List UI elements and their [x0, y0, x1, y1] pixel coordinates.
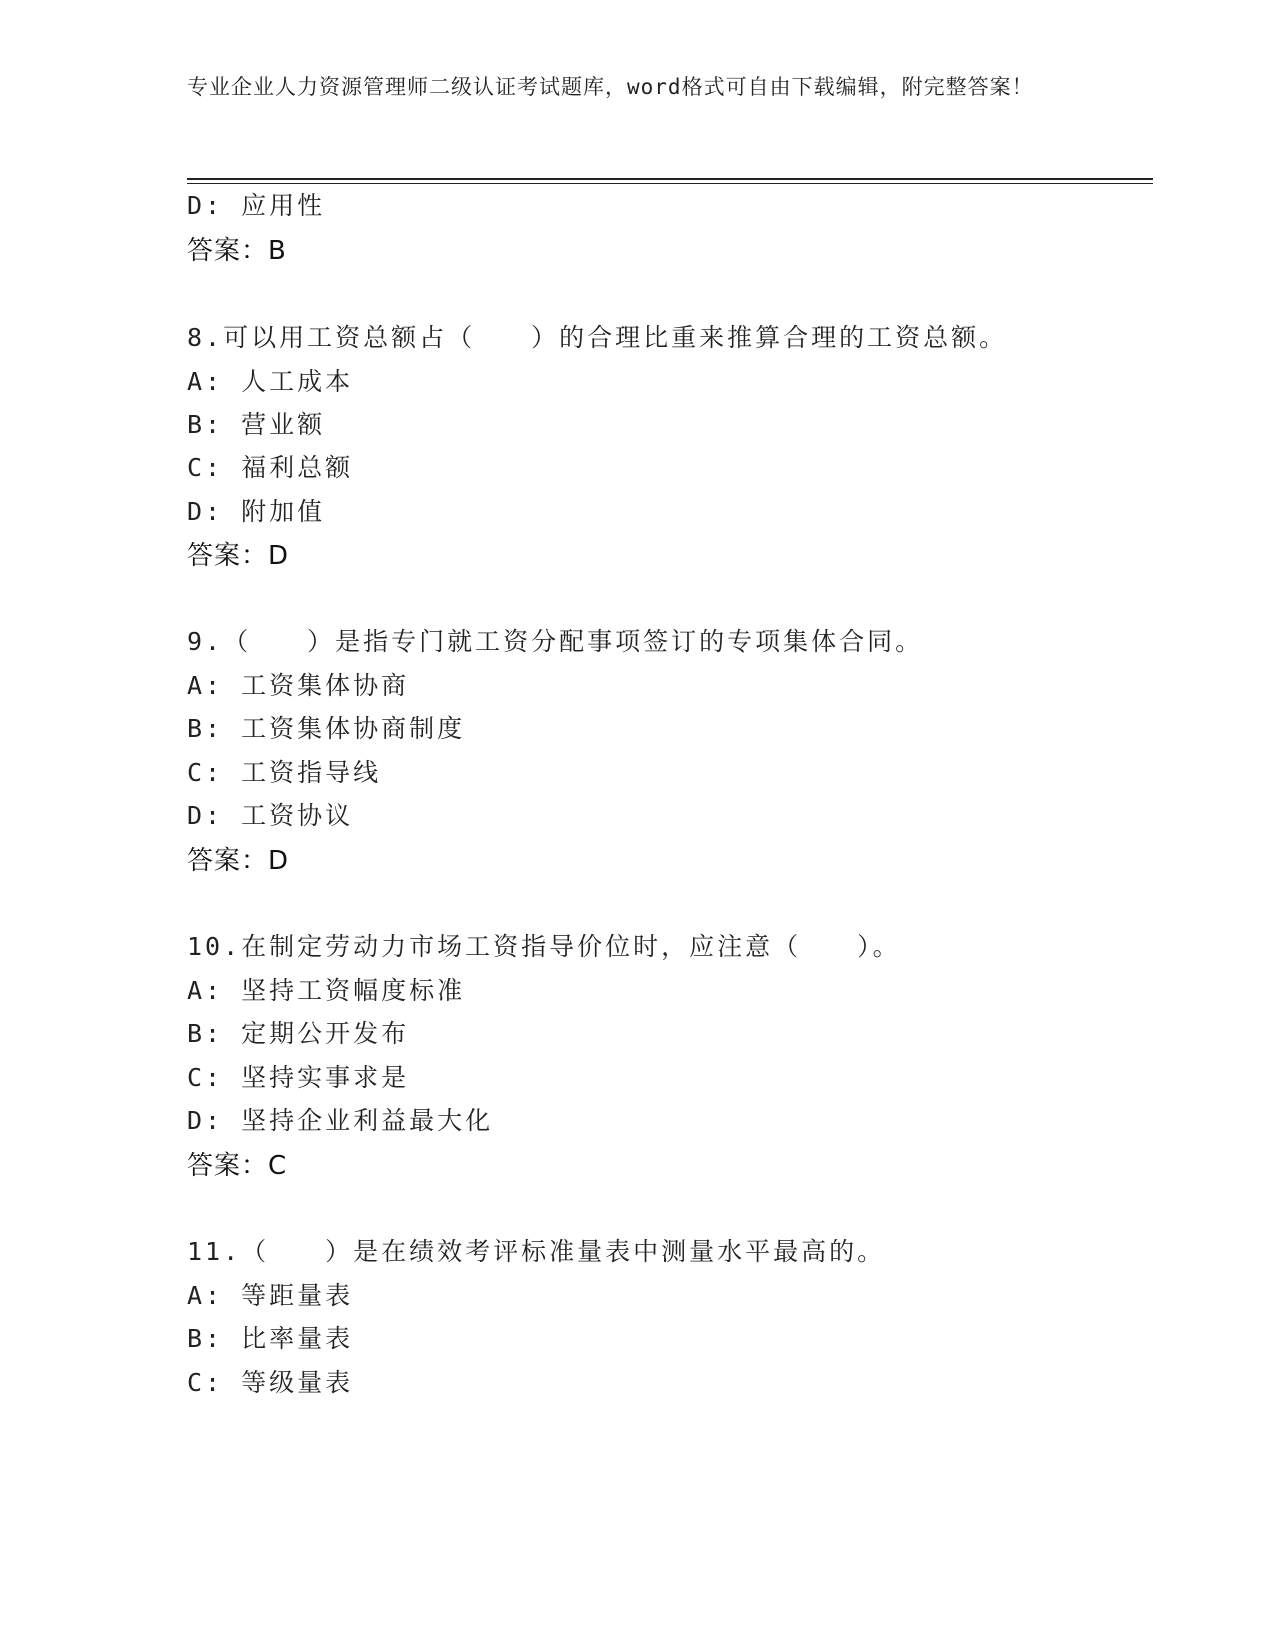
option-d: D: 工资协议 — [187, 801, 354, 830]
answer: 答案：B — [187, 236, 287, 266]
header-divider — [187, 178, 1153, 184]
option-d: D: 坚持企业利益最大化 — [187, 1106, 494, 1135]
option-a: A: 坚持工资幅度标准 — [187, 976, 466, 1005]
question-stem: 9.（ ）是指专门就工资分配事项签订的专项集体合同。 — [187, 627, 924, 656]
answer: 答案：C — [187, 1151, 288, 1181]
option-a: A: 等距量表 — [187, 1281, 354, 1310]
question-stem: 11.（ ）是在绩效考评标准量表中测量水平最高的。 — [187, 1237, 886, 1266]
option-a: A: 工资集体协商 — [187, 671, 410, 700]
option-c: C: 福利总额 — [187, 453, 354, 482]
option-b: B: 定期公开发布 — [187, 1019, 410, 1048]
option-b: B: 营业额 — [187, 410, 326, 439]
option-c: C: 工资指导线 — [187, 758, 382, 787]
option-d: D: 附加值 — [187, 497, 326, 526]
option-b: B: 比率量表 — [187, 1324, 354, 1353]
answer: 答案：D — [187, 541, 290, 571]
option-b: B: 工资集体协商制度 — [187, 714, 466, 743]
question-stem: 10.在制定劳动力市场工资指导价位时，应注意（ ）。 — [187, 932, 901, 961]
option-c: C: 坚持实事求是 — [187, 1063, 410, 1092]
option-c: C: 等级量表 — [187, 1368, 354, 1397]
option-d: D: 应用性 — [187, 191, 326, 220]
option-a: A: 人工成本 — [187, 367, 354, 396]
answer: 答案：D — [187, 846, 290, 876]
page-header: 专业企业人力资源管理师二级认证考试题库，word格式可自由下载编辑，附完整答案！ — [187, 75, 1034, 99]
question-stem: 8.可以用工资总额占（ ）的合理比重来推算合理的工资总额。 — [187, 323, 1008, 352]
